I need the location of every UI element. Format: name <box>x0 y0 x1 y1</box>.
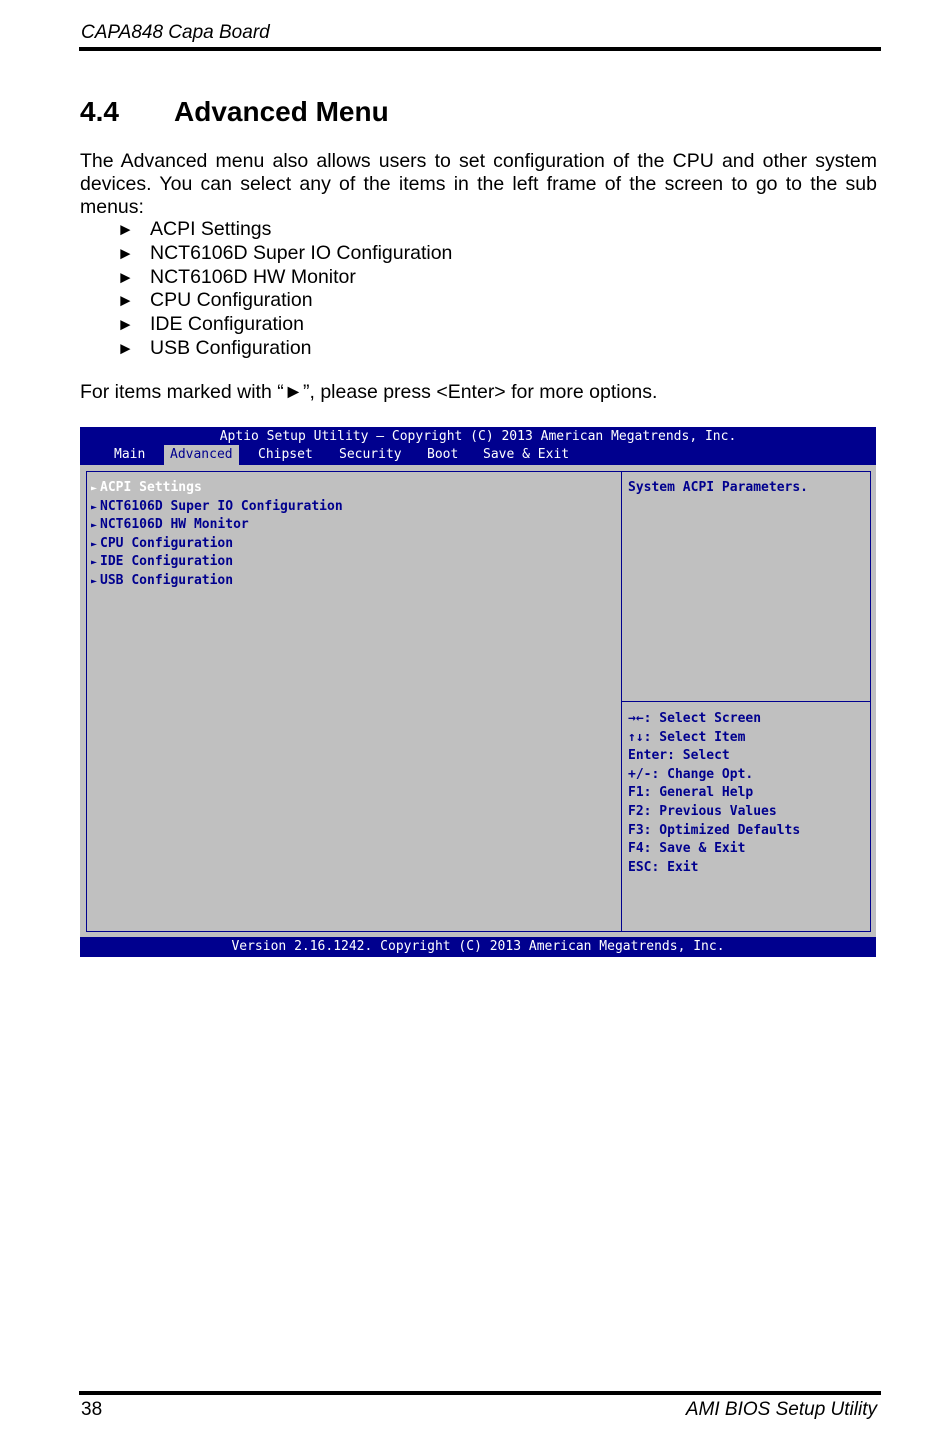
bios-version-bar: Version 2.16.1242. Copyright (C) 2013 American Megatrends, Inc. <box>80 937 876 957</box>
header-rule <box>79 47 881 51</box>
running-header: CAPA848 Capa Board <box>81 22 270 43</box>
intro-paragraph: The Advanced menu also allows users to set configuration of the CPU and other system devices. You can select any of the items in the left frame of the screen to go to the sub menus: <box>80 150 877 218</box>
running-footer: AMI BIOS Setup Utility <box>685 1399 877 1420</box>
section-heading <box>80 96 389 128</box>
item-help-text: System ACPI Parameters. <box>628 480 809 495</box>
menu-item-usb-configuration[interactable]: ► USB Configuration <box>91 572 234 588</box>
footer-rule <box>79 1391 881 1395</box>
menu-item-cpu-configuration[interactable]: ► CPU Configuration <box>91 535 234 551</box>
submenu-arrow-icon: ► <box>91 483 98 494</box>
bullet-item: ► NCT6106D HW Monitor <box>117 265 356 288</box>
bullet-item: ► IDE Configuration <box>117 313 304 336</box>
arrow-right-icon: ► <box>117 315 134 335</box>
tab-boot[interactable]: Boot <box>427 447 459 462</box>
key-legend-list <box>628 710 800 877</box>
submenu-bullet-list <box>117 218 452 361</box>
submenu-arrow-icon: ► <box>91 538 98 550</box>
key-legend-item: ESC: Exit <box>628 859 699 875</box>
arrow-right-icon: ► <box>117 220 134 239</box>
bios-menu-list <box>91 479 343 591</box>
page-number: 38 <box>81 1399 103 1420</box>
arrow-right-icon: ► <box>117 291 134 311</box>
bullet-item: ► CPU Configuration <box>117 289 313 312</box>
tab-advanced[interactable]: Advanced <box>164 445 239 465</box>
key-legend-item: F3: Optimized Defaults <box>628 822 801 838</box>
menu-item-ide-configuration[interactable]: ► IDE Configuration <box>91 554 234 570</box>
key-legend-item: ↑↓: Select Item <box>628 729 746 745</box>
submenu-arrow-icon: ► <box>91 501 98 513</box>
bios-title-bar <box>80 427 876 465</box>
key-legend-item: Enter: Select <box>628 748 730 764</box>
bullet-item: ► USB Configuration <box>117 336 312 359</box>
key-legend-item: F2: Previous Values <box>628 803 777 819</box>
bullet-item: ► ACPI Settings <box>117 218 272 240</box>
arrow-right-icon: ► <box>117 243 134 263</box>
bios-screenshot <box>80 427 876 957</box>
menu-item-hw-monitor[interactable]: ► NCT6106D HW Monitor <box>91 517 249 533</box>
key-legend-item: +/-: Change Opt. <box>628 766 754 782</box>
section-number: 4.4 <box>80 96 119 127</box>
key-legend-item: F4: Save & Exit <box>628 841 746 857</box>
key-legend-item: →←: Select Screen <box>628 711 762 726</box>
bullet-item: ► NCT6106D Super IO Configuration <box>117 241 453 264</box>
bios-help-panel <box>621 471 871 702</box>
bios-key-legend-panel <box>621 701 871 932</box>
arrow-right-icon: ► <box>117 267 134 287</box>
key-legend-item: F1: General Help <box>628 785 754 801</box>
bios-title: Aptio Setup Utility – Copyright (C) 2013 American Megatrends, Inc. <box>219 429 737 444</box>
submenu-arrow-icon: ► <box>91 520 98 532</box>
tab-save-exit[interactable]: Save & Exit <box>483 447 570 462</box>
arrow-right-icon: ► <box>117 338 134 358</box>
enter-note: For items marked with “►”, please press <Enter> for more options. <box>80 381 658 403</box>
submenu-arrow-icon: ► <box>91 575 98 587</box>
tab-security[interactable]: Security <box>339 447 402 462</box>
tab-chipset[interactable]: Chipset <box>258 447 313 462</box>
tab-main[interactable]: Main <box>114 447 146 462</box>
bios-menu-panel <box>86 471 622 932</box>
menu-item-super-io[interactable]: ► NCT6106D Super IO Configuration <box>91 498 343 514</box>
bios-tab-bar <box>80 445 876 465</box>
section-title: Advanced Menu <box>174 96 389 127</box>
menu-item-acpi-settings[interactable]: ► ACPI Settings <box>91 480 202 495</box>
submenu-arrow-icon: ► <box>91 557 98 569</box>
